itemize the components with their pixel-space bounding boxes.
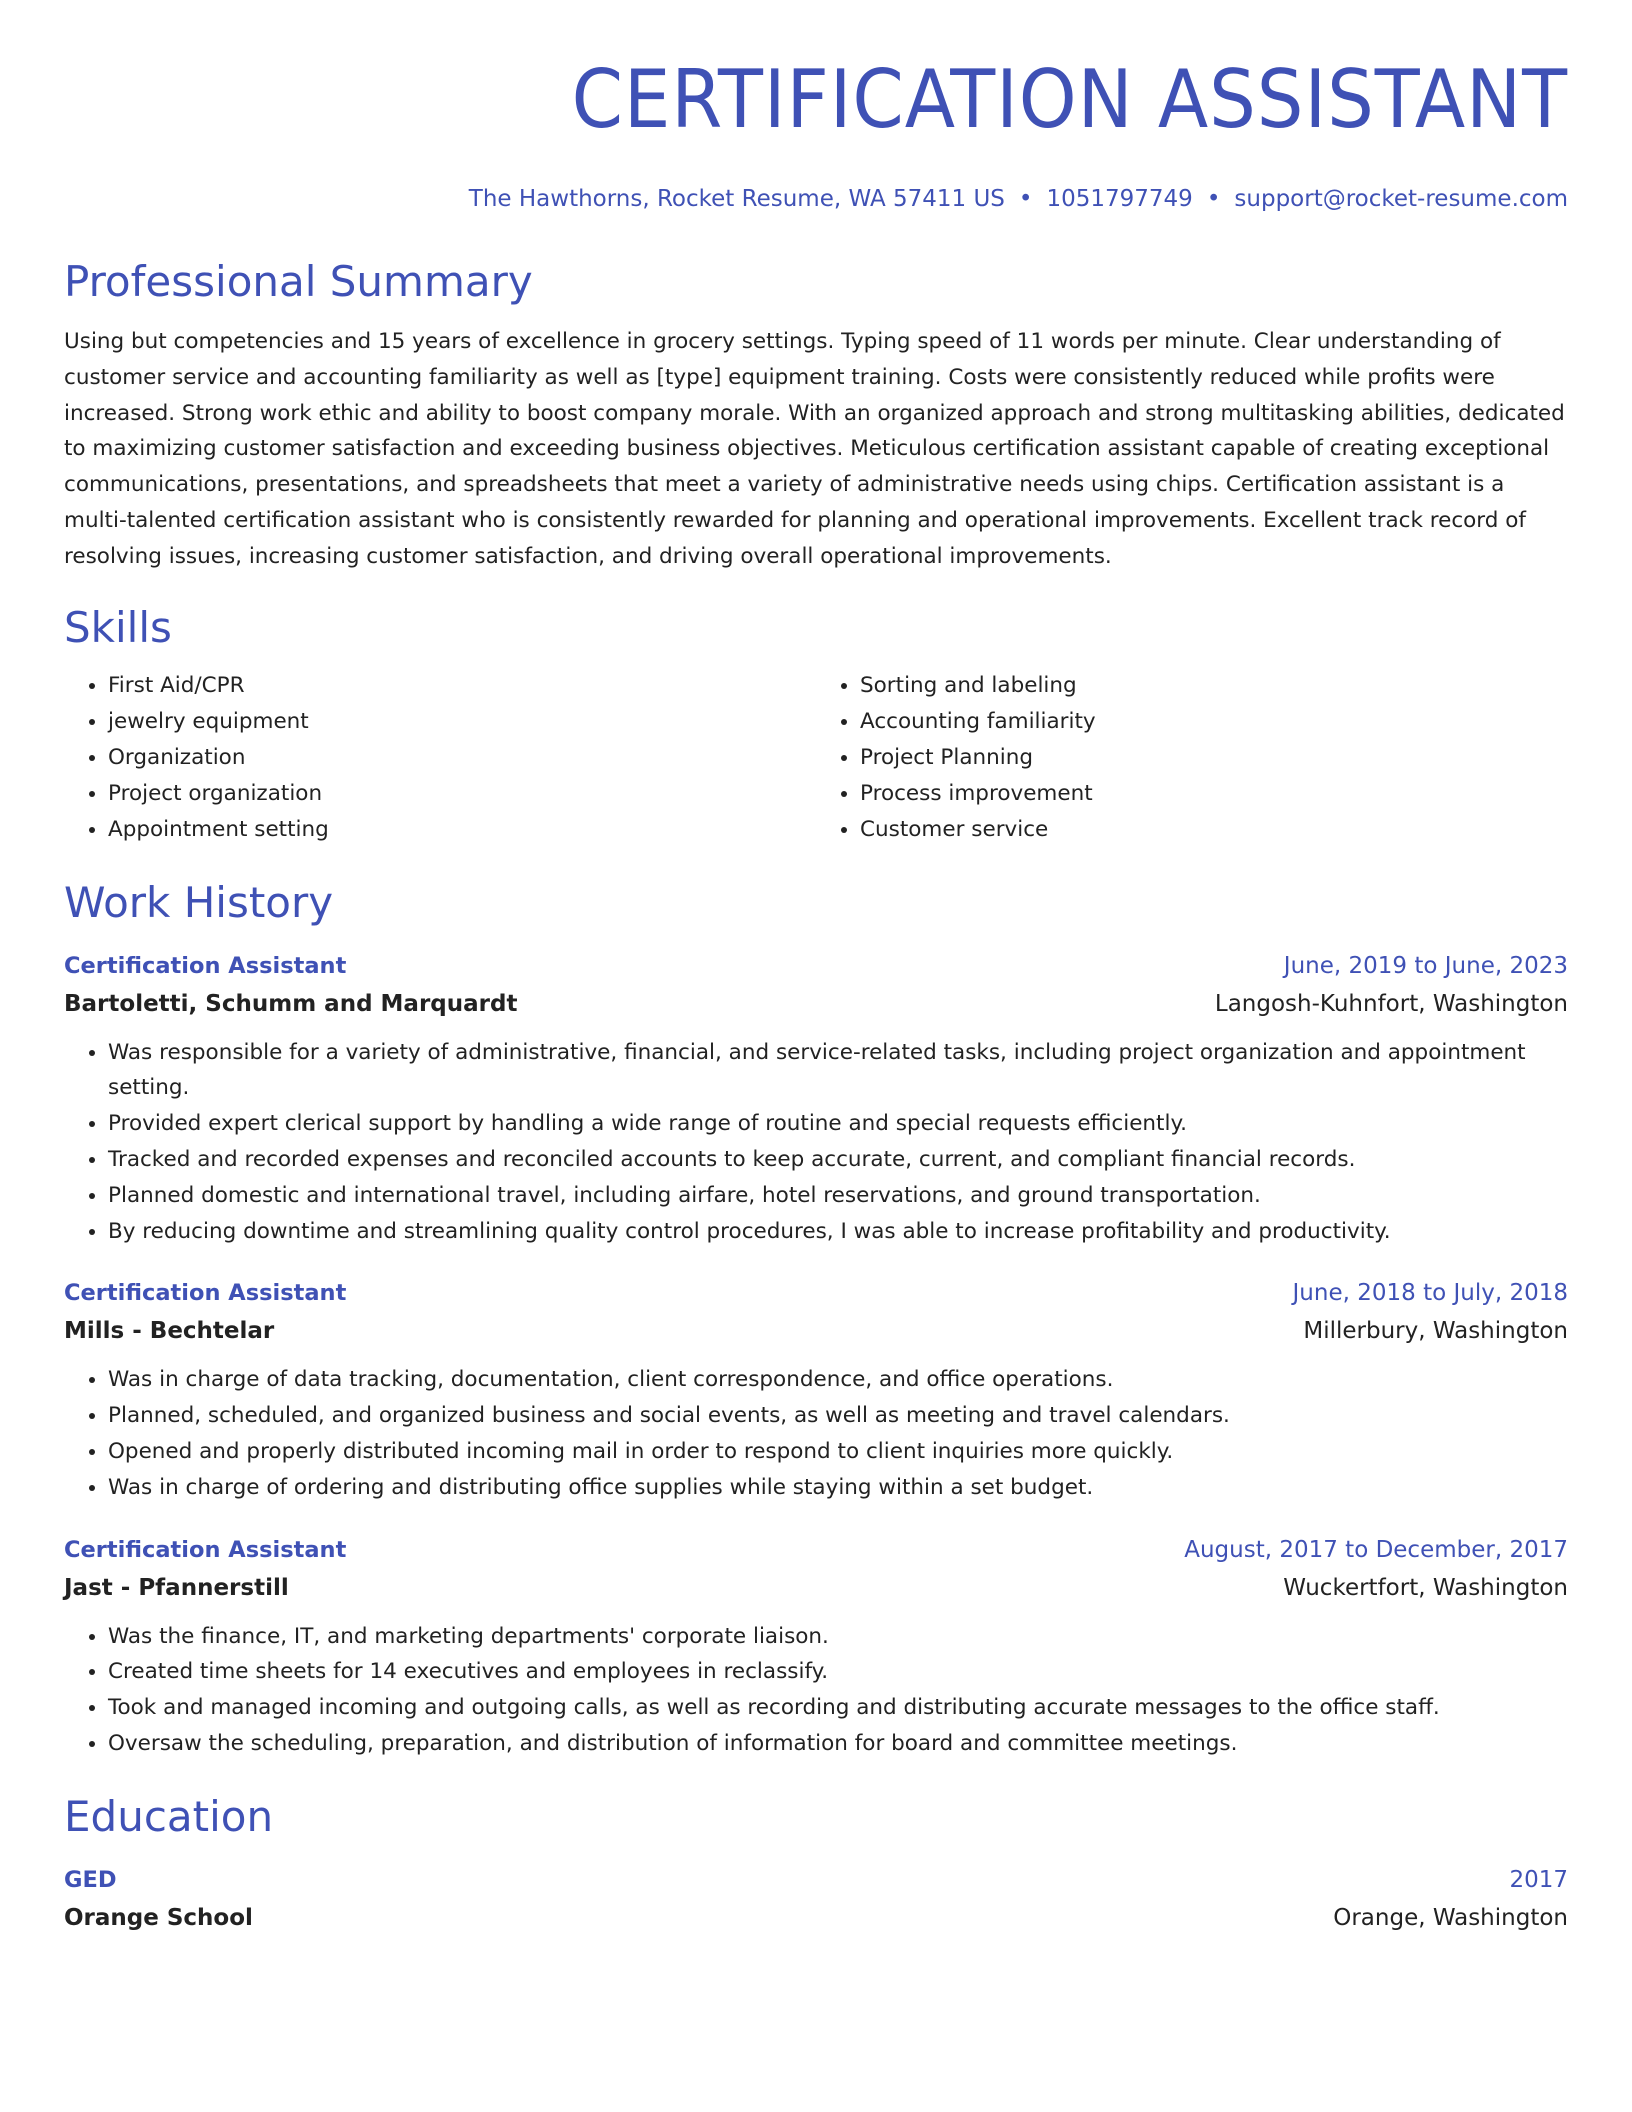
skills-heading: Skills [64, 602, 172, 652]
summary-heading: Professional Summary [64, 257, 533, 306]
job-title: Certification Assistant [64, 952, 347, 979]
contact-separator: • [1018, 186, 1033, 212]
degree: GED [64, 1866, 117, 1893]
graduation-year: 2017 [1509, 1866, 1568, 1893]
job-location: Wuckertfort, Washington [1283, 1574, 1568, 1601]
job-company: Jast - Pfannerstill [64, 1574, 289, 1601]
education-heading: Education [64, 1791, 274, 1841]
job-bullet: • Created time sheets for 14 executives and employees in reclassify. [108, 1654, 1568, 1690]
job-header-row [64, 1274, 1568, 1312]
job-bullet: • Planned domestic and international travel, including airfare, hotel reservations, and ground transportation. [108, 1178, 1568, 1214]
skill-item: • Process improvement [860, 776, 1568, 812]
education-header-row [64, 1861, 1568, 1899]
job-bullet: • Was the finance, IT, and marketing departments' corporate liaison. [108, 1619, 1568, 1655]
contact-separator: • [1206, 186, 1221, 212]
email-link[interactable]: support@rocket-resume.com [1234, 186, 1568, 212]
job-company-row [64, 985, 1568, 1023]
skills-list [64, 668, 1568, 848]
skills-column-left [64, 668, 816, 848]
job-location: Langosh-Kuhnfort, Washington [1214, 990, 1568, 1017]
skills-column-right [816, 668, 1568, 848]
phone: 1051797749 [1046, 186, 1193, 212]
job-bullet: • Provided expert clerical support by handling a wide range of routine and special requests efficiently. [108, 1106, 1568, 1142]
job-title: Certification Assistant [64, 1536, 347, 1563]
job-company-row [64, 1312, 1568, 1350]
job-entry [64, 947, 1568, 1250]
skill-item: • jewelry equipment [108, 704, 816, 740]
job-bullets [64, 1362, 1568, 1505]
job-bullet: • Planned, scheduled, and organized business and social events, as well as meeting and travel calendars. [108, 1398, 1568, 1434]
job-bullet: • Tracked and recorded expenses and reconciled accounts to keep accurate, current, and compliant financial records. [108, 1142, 1568, 1178]
skill-item: • Project organization [108, 776, 816, 812]
skill-item: • First Aid/CPR [108, 668, 816, 704]
education-entry [64, 1861, 1568, 1937]
job-dates: June, 2018 to July, 2018 [1292, 1280, 1568, 1307]
school-location: Orange, Washington [1333, 1904, 1568, 1931]
job-bullet: • Was responsible for a variety of administrative, financial, and service-related tasks, including project organization and appointment setting. [108, 1035, 1568, 1107]
job-entry [64, 1531, 1568, 1762]
resume-header [64, 52, 1568, 216]
skill-item: • Accounting familiarity [860, 704, 1568, 740]
job-dates: June, 2019 to June, 2023 [1283, 952, 1568, 979]
skill-item: • Organization [108, 740, 816, 776]
work-history-heading: Work History [64, 877, 334, 927]
job-bullet: • Was in charge of data tracking, documentation, client correspondence, and office operations. [108, 1362, 1568, 1398]
candidate-name: CERTIFICATION ASSISTANT [571, 53, 1568, 146]
job-header-row [64, 1531, 1568, 1569]
job-company: Mills - Bechtelar [64, 1318, 275, 1345]
skill-item: • Appointment setting [108, 812, 816, 848]
job-bullet: • Oversaw the scheduling, preparation, and distribution of information for board and committee meetings. [108, 1726, 1568, 1762]
job-bullet: • Took and managed incoming and outgoing calls, as well as recording and distributing accurate messages to the office staff. [108, 1690, 1568, 1726]
job-entry [64, 1274, 1568, 1505]
job-bullet: • Opened and properly distributed incoming mail in order to respond to client inquiries more quickly. [108, 1434, 1568, 1470]
summary-text: Using but competencies and 15 years of excellence in grocery settings. Typing speed of 11 words per minute. Clear understanding of customer service and accounting familiarity as well as [type] equipment training. Costs were consistently reduced while profits were increased. Strong work ethic and ability to boost company morale. With an organized approach and strong multitasking abilities, dedicated to maximizing customer satisfaction and exceeding business objectives. Meticulous certification assistant capable of creating exceptional communications, presentations, and spreadsheets that meet a variety of administrative needs using chips. Certification assistant is a multi-talented certification assistant who is consistently rewarded for planning and operational improvements. Excellent track record of resolving issues, increasing customer satisfaction, and driving overall operational improvements. [64, 329, 1565, 569]
job-bullets [64, 1035, 1568, 1250]
job-dates: August, 2017 to December, 2017 [1184, 1536, 1568, 1563]
job-company-row [64, 1569, 1568, 1607]
skill-item: • Project Planning [860, 740, 1568, 776]
address: The Hawthorns, Rocket Resume, WA 57411 US [468, 186, 1005, 212]
job-bullet: • Was in charge of ordering and distributing office supplies while staying within a set budget. [108, 1470, 1568, 1506]
job-bullet: • By reducing downtime and streamlining quality control procedures, I was able to increase profitability and productivity. [108, 1214, 1568, 1250]
skill-item: • Sorting and labeling [860, 668, 1568, 704]
job-location: Millerbury, Washington [1303, 1318, 1568, 1345]
job-title: Certification Assistant [64, 1280, 347, 1307]
job-company: Bartoletti, Schumm and Marquardt [64, 990, 518, 1017]
education-school-row [64, 1899, 1568, 1937]
contact-line [64, 182, 1568, 216]
job-bullets [64, 1619, 1568, 1762]
school-name: Orange School [64, 1904, 253, 1931]
skill-item: • Customer service [860, 812, 1568, 848]
job-header-row [64, 947, 1568, 985]
